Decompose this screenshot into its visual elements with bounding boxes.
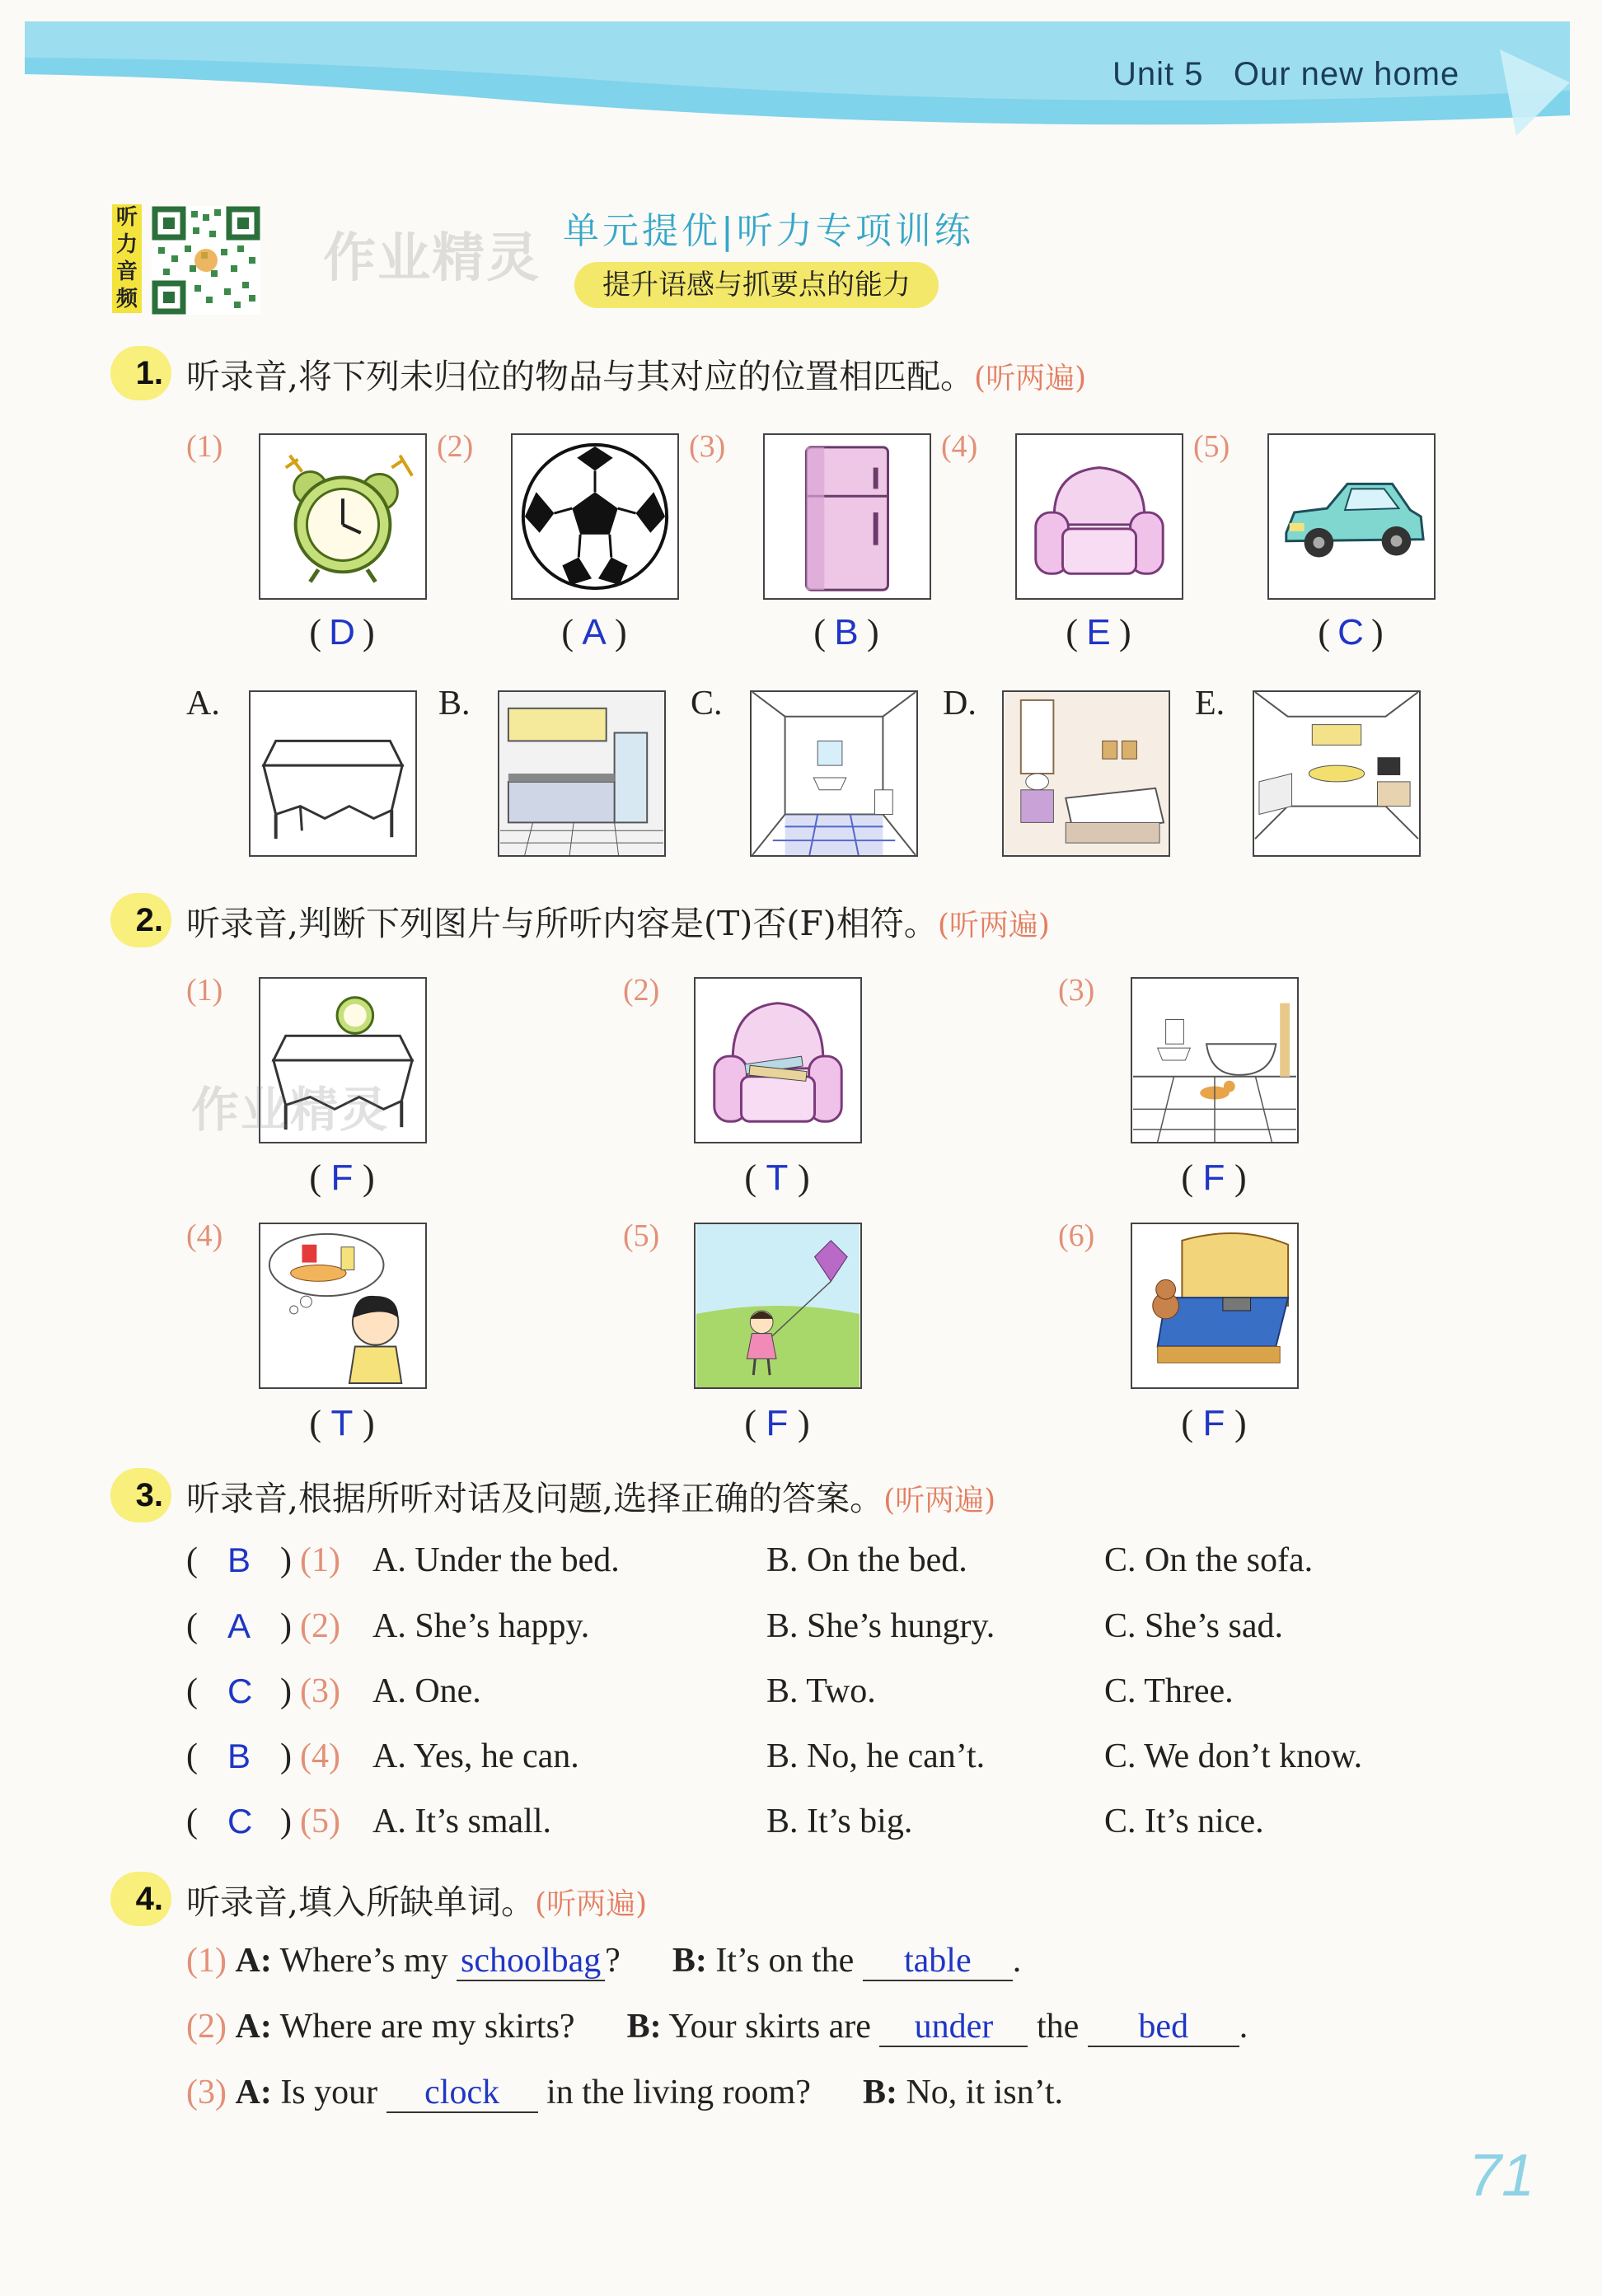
q2-item-label: (5) — [623, 1218, 660, 1253]
q2-answer: ( F ) — [1181, 1403, 1247, 1443]
q2-answer: ( F ) — [744, 1403, 810, 1443]
q1-answer: ( B ) — [813, 612, 879, 652]
q2-item-label: (6) — [1058, 1218, 1095, 1253]
q1-answer: ( A ) — [561, 612, 627, 652]
q1-item-label: (5) — [1193, 429, 1230, 464]
q2-answer: ( F ) — [309, 1157, 375, 1198]
table-picture — [249, 690, 417, 857]
q4-line-2: (2) A: Where are my skirts? B: Your skirts are under the bed . — [186, 2008, 1248, 2046]
blank-bed[interactable]: bed — [1088, 2008, 1239, 2047]
q2-answer: ( F ) — [1181, 1157, 1247, 1198]
watermark: 作业精灵 — [323, 228, 541, 289]
option-letter-a: A. — [186, 685, 220, 722]
page-number: 71 — [1468, 2143, 1535, 2209]
q2-item-label: (4) — [186, 1218, 223, 1253]
football-picture — [511, 433, 679, 600]
toys-on-bed-picture — [1131, 1223, 1299, 1389]
option-letter-b: B. — [438, 685, 471, 722]
q2-item-label: (2) — [623, 973, 660, 1008]
question-2-number: 2. — [110, 893, 171, 947]
question-4-number: 4. — [110, 1872, 171, 1926]
bathroom-picture — [750, 690, 918, 857]
blank-clock[interactable]: clock — [386, 2074, 538, 2113]
option-letter-e: E. — [1195, 685, 1225, 722]
q1-item-label: (4) — [941, 429, 978, 464]
q2-answer: ( T ) — [744, 1157, 810, 1198]
question-2-text: 听录音,判断下列图片与所听内容是(T)否(F)相符。(听两遍) — [186, 904, 1050, 943]
car-picture — [1267, 433, 1436, 600]
blank-schoolbag[interactable]: schoolbag — [457, 1942, 605, 1981]
question-3-number: 3. — [110, 1468, 171, 1522]
question-1-number: 1. — [110, 346, 171, 400]
q2-item-label: (3) — [1058, 973, 1095, 1008]
watermark: 作业精灵 — [191, 1082, 390, 1138]
option-letter-c: C. — [691, 685, 723, 722]
q2-item-label: (1) — [186, 973, 223, 1008]
question-4-text: 听录音,填入所缺单词。(听两遍) — [186, 1882, 648, 1922]
q1-answer: ( C ) — [1318, 612, 1384, 652]
hungry-boy-picture — [259, 1223, 427, 1389]
audio-label: 听力音频 — [112, 204, 142, 313]
alarm-clock-picture — [259, 433, 427, 600]
blank-under[interactable]: under — [879, 2008, 1028, 2047]
bedroom-picture — [1002, 690, 1170, 857]
unit-title: Unit 5 Our new home — [1112, 56, 1460, 92]
q4-line-3: (3) A: Is your clock in the living room? B: No, it isn’t. — [186, 2074, 1064, 2111]
dog-in-bathroom-picture — [1131, 977, 1299, 1143]
q1-answer: ( E ) — [1066, 612, 1131, 652]
kitchen-picture — [498, 690, 666, 857]
qr-code-icon[interactable] — [152, 206, 260, 315]
question-1-text: 听录音,将下列未归位的物品与其对应的位置相匹配。(听两遍) — [186, 357, 1087, 396]
q1-item-label: (2) — [437, 429, 474, 464]
q1-item-label: (1) — [186, 429, 223, 464]
armchair-picture — [1015, 433, 1183, 600]
section-subtitle: 提升语感与抓要点的能力 — [574, 262, 939, 308]
section-title: 单元提优|听力专项训练 — [563, 210, 974, 252]
books-on-sofa-picture — [694, 977, 862, 1143]
q1-answer: ( D ) — [309, 612, 375, 652]
q1-item-label: (3) — [689, 429, 726, 464]
q2-answer: ( T ) — [309, 1403, 375, 1443]
fridge-picture — [763, 433, 931, 600]
option-letter-d: D. — [943, 685, 977, 722]
question-3-text: 听录音,根据所听对话及问题,选择正确的答案。(听两遍) — [186, 1479, 996, 1518]
living-room-picture — [1253, 690, 1421, 857]
q4-line-1: (1) A: Where’s my schoolbag ? B: It’s on the table . — [186, 1942, 1022, 1980]
blank-table[interactable]: table — [863, 1942, 1013, 1981]
girl-with-kite-picture — [694, 1223, 862, 1389]
